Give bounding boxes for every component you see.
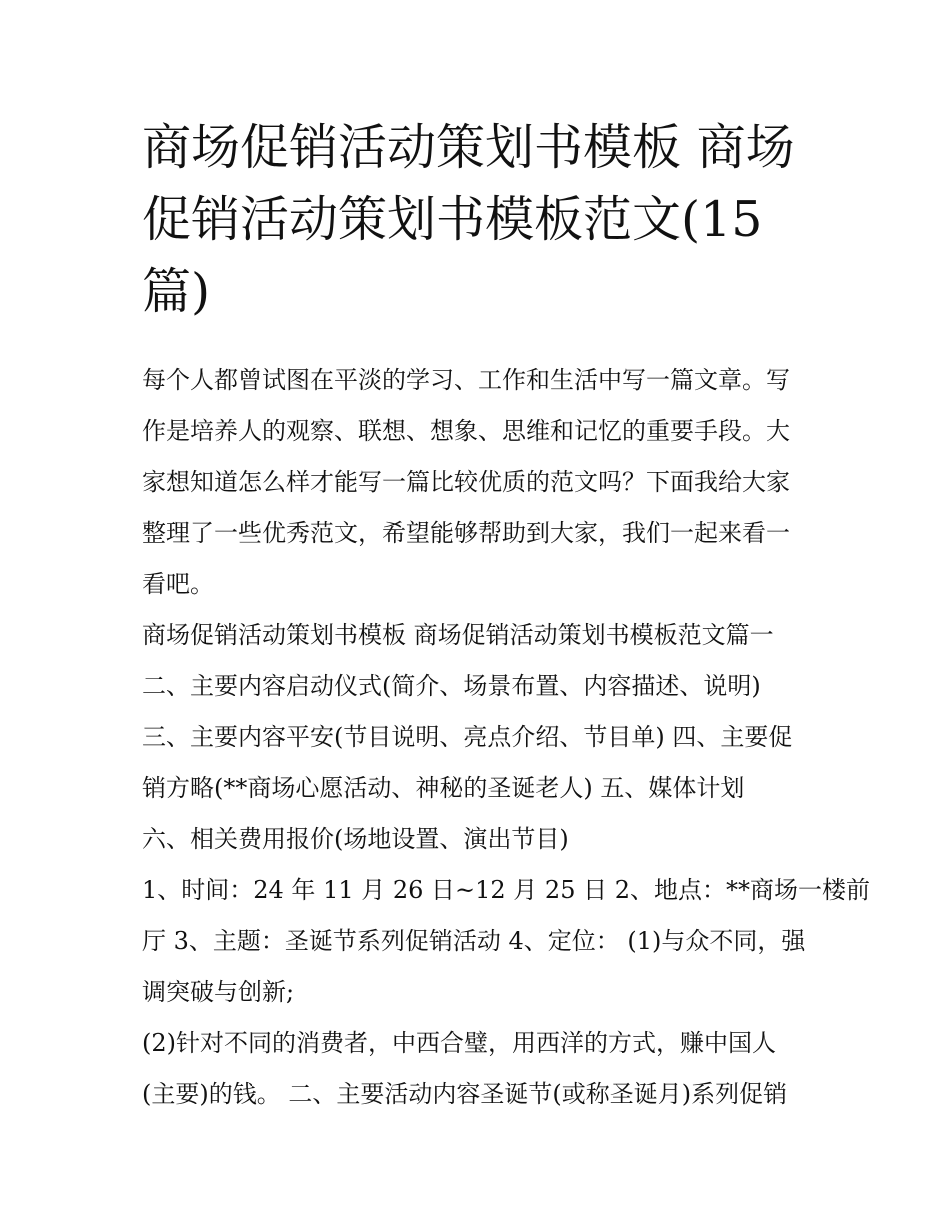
body-line: 三、主要内容平安(节目说明、亮点介绍、节目单) 四、主要促 [142, 723, 793, 751]
title-line: 篇) [142, 263, 211, 320]
body-line: 每个人都曾试图在平淡的学习、工作和生活中写一篇文章。写 [142, 366, 790, 394]
body-line: 销方略(**商场心愿活动、神秘的圣诞老人) 五、媒体计划 [142, 774, 745, 802]
body-line: 家想知道怎么样才能写一篇比较优质的范文吗？下面我给大家 [142, 468, 790, 496]
title-line: 商场促销活动策划书模板 商场 [142, 119, 795, 176]
body-line: 调突破与创新; [142, 978, 295, 1006]
body-line: 六、相关费用报价(场地设置、演出节目) [142, 825, 569, 853]
body-line: 二、主要内容启动仪式(简介、场景布置、内容描述、说明) [142, 672, 761, 700]
body-line: 整理了一些优秀范文，希望能够帮助到大家，我们一起来看一 [142, 519, 790, 547]
document-title [142, 112, 812, 328]
body-line: 看吧。 [142, 570, 214, 598]
body-line: 1、时间：24 年 11 月 26 日~12 月 25 日 2、地点：**商场一楼前 [142, 876, 871, 904]
body-line: 厅 3、主题：圣诞节系列促销活动 4、定位： (1)与众不同，强 [142, 927, 806, 955]
body-line: 商场促销活动策划书模板 商场促销活动策划书模板范文篇一 [142, 621, 774, 649]
body-line: (2)针对不同的消费者，中西合璧，用西洋的方式，赚中国人 [142, 1029, 776, 1057]
document-body [142, 355, 871, 1120]
body-line: (主要)的钱。 二、主要活动内容圣诞节(或称圣诞月)系列促销 [142, 1080, 788, 1108]
body-line: 作是培养人的观察、联想、想象、思维和记忆的重要手段。大 [142, 417, 790, 445]
document-page [142, 112, 812, 328]
title-line: 促销活动策划书模板范文(15 [142, 191, 763, 248]
